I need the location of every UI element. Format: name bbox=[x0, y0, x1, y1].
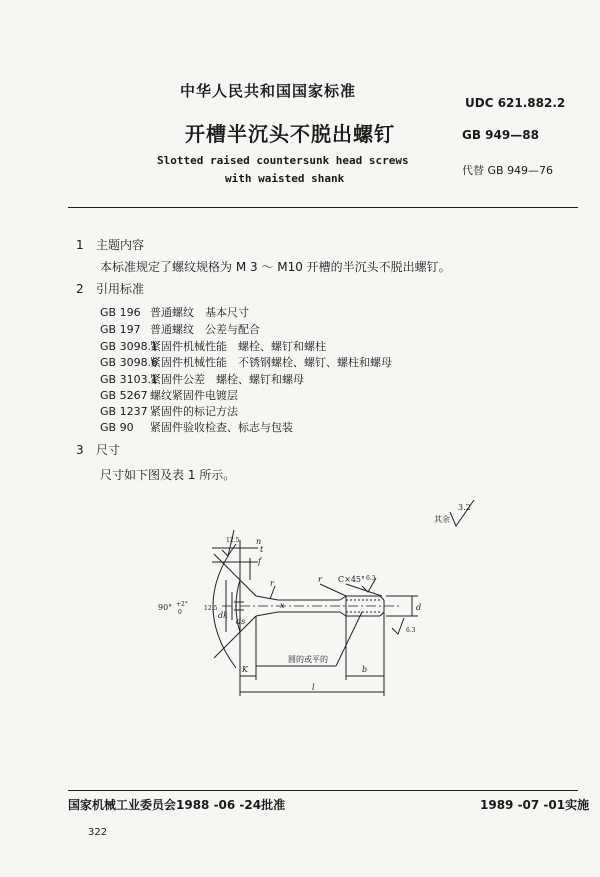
angle-label: 90° bbox=[158, 603, 173, 612]
label-d: d bbox=[416, 603, 422, 612]
issuer-approval: 国家机械工业委员会1988 -06 -24批准 bbox=[68, 798, 286, 812]
section-3-heading bbox=[76, 441, 120, 458]
document-title: 开槽半沉头不脱出螺钉 bbox=[185, 122, 395, 146]
label-l: l bbox=[312, 683, 315, 692]
reference-text: 紧固件的标记方法 bbox=[150, 405, 238, 418]
reference-item bbox=[100, 321, 260, 337]
label-f: f bbox=[258, 557, 261, 566]
replaces-standard: 代替 GB 949—76 bbox=[462, 164, 554, 177]
reference-text: 螺纹紧固件电镀层 bbox=[150, 389, 238, 402]
label-K: K bbox=[242, 665, 248, 674]
reference-text: 紧固件验收检查、标志与包装 bbox=[150, 421, 293, 434]
footer-divider bbox=[68, 790, 578, 791]
reference-item bbox=[100, 403, 238, 419]
reference-code: GB 3098.6 bbox=[100, 356, 159, 369]
angle-tolerance: +2° bbox=[176, 601, 188, 608]
english-title-line2: with waisted shank bbox=[225, 172, 345, 185]
reference-item bbox=[100, 304, 249, 320]
section-title: 尺寸 bbox=[96, 443, 121, 457]
reference-code: GB 3098.1 bbox=[100, 340, 159, 353]
label-t: t bbox=[260, 545, 264, 554]
end-annotation: 圆的或平的 bbox=[288, 655, 328, 664]
reference-item bbox=[100, 338, 326, 354]
roughness-label: 其余 bbox=[434, 515, 450, 524]
reference-text: 紧固件机械性能 不锈钢螺栓、螺钉、螺柱和螺母 bbox=[150, 356, 392, 369]
reference-text: 普通螺纹 公差与配合 bbox=[150, 323, 260, 336]
label-dk: dk bbox=[218, 611, 228, 620]
label-b: b bbox=[362, 665, 368, 674]
label-n: n bbox=[256, 537, 262, 546]
reference-item bbox=[100, 371, 304, 387]
label-r2: r bbox=[318, 575, 322, 584]
reference-item bbox=[100, 354, 392, 370]
page-number: 322 bbox=[88, 827, 108, 838]
standard-category-title: 中华人民共和国国家标准 bbox=[180, 82, 357, 100]
english-title-line1: Slotted raised countersunk head screws bbox=[157, 154, 409, 167]
section-number: 1 bbox=[76, 238, 84, 252]
reference-item bbox=[100, 387, 238, 403]
reference-code: GB 90 bbox=[100, 421, 134, 434]
section-title: 主题内容 bbox=[96, 238, 145, 252]
screw-drawing bbox=[140, 500, 520, 720]
reference-code: GB 196 bbox=[100, 306, 141, 319]
reference-text: 普通螺纹 基本尺寸 bbox=[150, 306, 249, 319]
reference-code: GB 197 bbox=[100, 323, 141, 336]
reference-text: 紧固件机械性能 螺栓、螺钉和螺柱 bbox=[150, 340, 326, 353]
roughness-head-value: 12.5 bbox=[226, 537, 240, 544]
section-2-heading bbox=[76, 280, 144, 297]
roughness-value: 3.2 bbox=[458, 503, 471, 512]
label-ds: ds bbox=[236, 617, 246, 626]
reference-code: GB 3103.1 bbox=[100, 373, 159, 386]
reference-code: GB 5267 bbox=[100, 389, 148, 402]
section-number: 3 bbox=[76, 443, 84, 457]
udc-code: UDC 621.882.2 bbox=[465, 96, 566, 110]
reference-text: 紧固件公差 螺栓、螺钉和螺母 bbox=[150, 373, 304, 386]
reference-item bbox=[100, 419, 293, 435]
roughness-chamfer-value: 6.3 bbox=[366, 575, 376, 582]
section-3-body: 尺寸如下图及表 1 所示。 bbox=[100, 468, 236, 482]
section-1-heading bbox=[76, 236, 144, 253]
roughness-head-left-value: 12.5 bbox=[204, 605, 218, 612]
effective-date: 1989 -07 -01实施 bbox=[480, 798, 590, 812]
standard-number: GB 949—88 bbox=[462, 128, 539, 142]
reference-code: GB 1237 bbox=[100, 405, 148, 418]
section-title: 引用标准 bbox=[96, 282, 145, 296]
section-1-body: 本标准规定了螺纹规格为 M 3 ～ M10 开槽的半沉头不脱出螺钉。 bbox=[100, 260, 451, 274]
label-x: x bbox=[280, 601, 285, 610]
chamfer-label: C×45° bbox=[338, 575, 366, 584]
angle-tolerance-lower: 0 bbox=[178, 609, 182, 616]
section-number: 2 bbox=[76, 282, 84, 296]
roughness-thread-value: 6.3 bbox=[406, 627, 416, 634]
header-divider bbox=[68, 207, 578, 208]
label-r: r bbox=[270, 579, 274, 588]
